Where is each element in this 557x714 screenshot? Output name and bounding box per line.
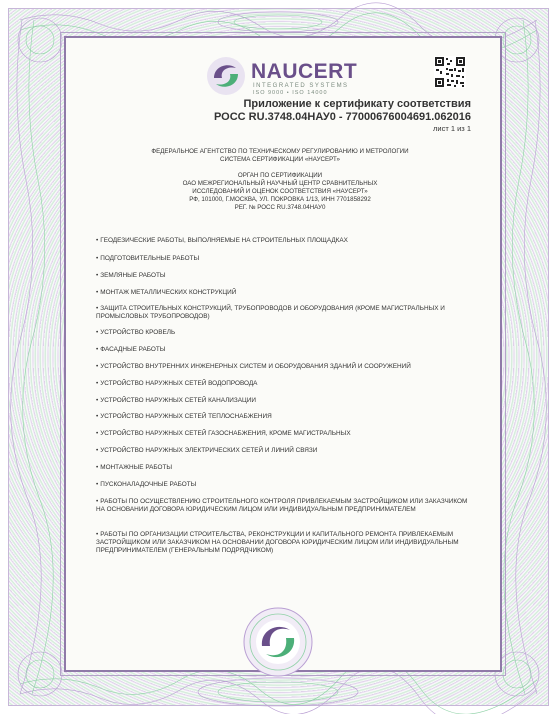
document-title: Приложение к сертификату соответствия bbox=[243, 98, 471, 110]
list-item: • ФАСАДНЫЕ РАБОТЫ bbox=[96, 346, 166, 353]
organ-line-4: РФ, 101000, Г.МОСКВА, УЛ. ПОКРОВКА 1/13, ИНН 7701858292 bbox=[189, 196, 371, 203]
seal-emblem-icon bbox=[242, 606, 314, 678]
agency-line-1: ФЕДЕРАЛЬНОЕ АГЕНТСТВО ПО ТЕХНИЧЕСКОМУ РЕГУЛИРОВАНИЮ И МЕТРОЛОГИИ bbox=[151, 148, 409, 155]
naucert-logo-icon bbox=[206, 56, 246, 96]
certificate-number: РОСС RU.3748.04НАУ0 - 77000676004691.062016 bbox=[213, 111, 471, 123]
list-item: • УСТРОЙСТВО НАРУЖНЫХ ЭЛЕКТРИЧЕСКИХ СЕТЕЙ И ЛИНИЙ СВЯЗИ bbox=[96, 447, 318, 454]
list-item: • РАБОТЫ ПО ОРГАНИЗАЦИИ СТРОИТЕЛЬСТВА, РЕКОНСТРУКЦИИ И КАПИТАЛЬНОГО РЕМОНТА ПРИВЛЕКАЕМЫМ ЗАСТРОЙЩИКОМ ИЛИ ЗАКАЗЧИКОМ НА ОСНОВАНИИ ДОГОВОРА ЮРИДИЧЕСКИМ ЛИЦОМ ИЛИ ИНДИВИДУАЛЬНЫМ ПРЕДПРИНИМАТЕЛЕМ (ГЕНЕРАЛЬНЫМ ПОДРЯДЧИКОМ) bbox=[96, 531, 459, 554]
list-item: • УСТРОЙСТВО ВНУТРЕННИХ ИНЖЕНЕРНЫХ СИСТЕМ И ОБОРУДОВАНИЯ ЗДАНИЙ И СООРУЖЕНИЙ bbox=[96, 363, 411, 370]
brand-subtitle: INTEGRATED SYSTEMS bbox=[253, 83, 349, 89]
list-item: • ЗЕМЛЯНЫЕ РАБОТЫ bbox=[96, 272, 166, 279]
list-item: • РАБОТЫ ПО ОСУЩЕСТВЛЕНИЮ СТРОИТЕЛЬНОГО КОНТРОЛЯ ПРИВЛЕКАЕМЫМ ЗАСТРОЙЩИКОМ ИЛИ ЗАКАЗЧИКОМ НА ОСНОВАНИИ ДОГОВОРА ЮРИДИЧЕСКИМ ЛИЦОМ ИЛИ ИНДИВИДУАЛЬНЫМ ПРЕДПРИНИМАТЕЛЕМ bbox=[96, 498, 468, 513]
qr-code-icon bbox=[434, 56, 466, 88]
organ-line-2: ОАО МЕЖРЕГИОНАЛЬНЫЙ НАУЧНЫЙ ЦЕНТР СРАВНИТЕЛЬНЫХ bbox=[182, 180, 378, 187]
list-item: • УСТРОЙСТВО НАРУЖНЫХ СЕТЕЙ ТЕПЛОСНАБЖЕНИЯ bbox=[96, 413, 272, 420]
list-item: • ЗАЩИТА СТРОИТЕЛЬНЫХ КОНСТРУКЦИЙ, ТРУБОПРОВОДОВ И ОБОРУДОВАНИЯ (КРОМЕ МАГИСТРАЛЬНЫХ И ПРОМЫСЛОВЫХ ТРУБОПРОВОДОВ) bbox=[96, 305, 445, 320]
sheet-number: лист 1 из 1 bbox=[433, 124, 471, 133]
agency-block bbox=[120, 148, 440, 164]
list-item: • ПОДГОТОВИТЕЛЬНЫЕ РАБОТЫ bbox=[96, 255, 200, 262]
brand-name: NAUCERT bbox=[251, 60, 358, 83]
organ-line-1: ОРГАН ПО СЕРТИФИКАЦИИ bbox=[237, 172, 323, 179]
list-item: • ПУСКОНАЛАДОЧНЫЕ РАБОТЫ bbox=[96, 481, 197, 488]
brand-iso: ISO 9000 • ISO 14000 bbox=[253, 90, 328, 96]
organ-line-3: ИССЛЕДОВАНИЙ И ОЦЕНОК СООТВЕТСТВИЯ «НАУСЕРТ» bbox=[192, 188, 368, 195]
list-item: • МОНТАЖНЫЕ РАБОТЫ bbox=[96, 464, 173, 471]
list-item: • УСТРОЙСТВО НАРУЖНЫХ СЕТЕЙ ВОДОПРОВОДА bbox=[96, 380, 258, 387]
list-item: • УСТРОЙСТВО НАРУЖНЫХ СЕТЕЙ ГАЗОСНАБЖЕНИЯ, КРОМЕ МАГИСТРАЛЬНЫХ bbox=[96, 430, 351, 437]
list-item: • УСТРОЙСТВО КРОВЕЛЬ bbox=[96, 329, 176, 336]
list-item: • ГЕОДЕЗИЧЕСКИЕ РАБОТЫ, ВЫПОЛНЯЕМЫЕ НА СТРОИТЕЛЬНЫХ ПЛОЩАДКАХ bbox=[96, 237, 348, 244]
certification-body-block bbox=[120, 172, 440, 212]
list-item: • УСТРОЙСТВО НАРУЖНЫХ СЕТЕЙ КАНАЛИЗАЦИИ bbox=[96, 397, 256, 404]
list-item: • МОНТАЖ МЕТАЛЛИЧЕСКИХ КОНСТРУКЦИЙ bbox=[96, 289, 237, 296]
agency-line-2: СИСТЕМА СЕРТИФИКАЦИИ «НАУСЕРТ» bbox=[220, 156, 340, 163]
organ-line-5: РЕГ. № РОСС RU.3748.04НАУ0 bbox=[234, 204, 326, 211]
